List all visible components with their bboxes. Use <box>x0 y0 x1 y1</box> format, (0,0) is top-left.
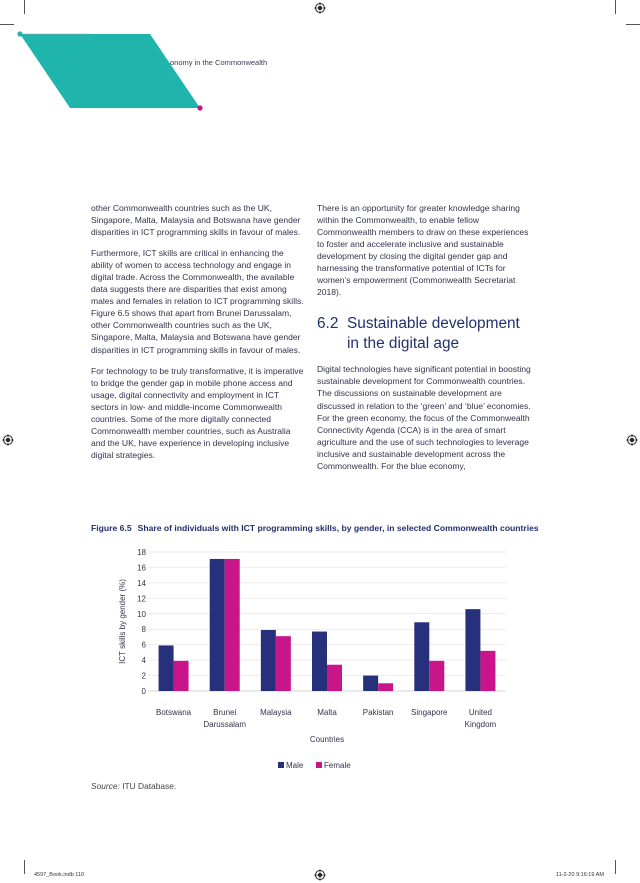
y-tick-label: 6 <box>141 640 146 650</box>
body-paragraph: For technology to be truly transformative, it is imperative to bridge the gender gap in mobile phone access and usage, digital connectivity and employment in ICT sectors in low- and middle-income Commonwealth countries. Some of the more digitally connected Commonwealth member countries, such as Australia and the UK, have experience in developing inclusive digital strategies. <box>91 365 304 460</box>
x-tick-label: United <box>468 708 492 717</box>
bar-male <box>261 630 276 691</box>
bar-female <box>378 683 393 691</box>
figure-caption <box>91 523 539 533</box>
y-tick-label: 4 <box>141 656 146 666</box>
bar-male <box>159 645 174 691</box>
bar-male <box>414 622 429 691</box>
x-tick-label: Malta <box>317 708 337 717</box>
body-paragraph: There is an opportunity for greater knowledge sharing within the Commonwealth, to enable fellow Commonwealth members to draw on these experiences to foster and accelerate inclusive and sustainable development by closing the digital gender gap and harnessing the transformative potential of ICTs for women’s empowerment (Commonwealth Secretariat 2018). <box>317 203 529 298</box>
legend-label: Male <box>286 761 304 770</box>
legend-swatch <box>316 762 322 768</box>
y-axis-title: ICT skills by gender (%) <box>118 579 127 664</box>
figure-number: Figure 6.5 <box>91 523 132 533</box>
x-tick-label: Malaysia <box>260 708 292 717</box>
bar-female <box>276 636 291 691</box>
figure-source <box>91 781 176 791</box>
y-tick-label: 16 <box>137 563 146 573</box>
bar-chart <box>108 544 528 776</box>
y-tick-label: 12 <box>137 594 146 604</box>
bar-female <box>225 559 240 691</box>
header-decoration <box>0 0 640 130</box>
slug-right: 11-2-20 9:16:19 AM <box>556 872 604 878</box>
bar-male <box>210 559 225 691</box>
bar-female <box>327 665 342 691</box>
registration-mark-icon <box>2 434 14 446</box>
y-tick-label: 2 <box>141 671 146 681</box>
bar-male <box>312 632 327 691</box>
x-axis-title: Countries <box>309 735 345 744</box>
bar-male <box>363 676 378 691</box>
left-column <box>91 202 307 470</box>
section-title: Sustainable development in the digital age <box>347 315 520 353</box>
figure-title: Share of individuals with ICT programming skills, by gender, in selected Commonwealth countries <box>137 523 539 533</box>
crop-mark <box>24 860 25 874</box>
bar-female <box>429 661 444 691</box>
bar-male <box>465 609 480 691</box>
source-text: ITU Database. <box>119 781 177 791</box>
body-paragraph: Digital technologies have significant potential in boosting sustainable development for Commonwealth countries. The discussions on sustainable development are discussed in relation to the ‘green’ and ‘blue’ economies. For the green economy, the focus of the Commonwealth Connectivity Agenda (CCA) is in the area of smart agriculture and the use of such technologies to leverage inclusive and sustainable development across the Commonwealth. For the blue economy, <box>317 364 531 471</box>
x-tick-label: Singapore <box>411 708 448 717</box>
running-head: onomy in the Commonwealth <box>170 58 268 67</box>
registration-mark-icon <box>626 434 638 446</box>
legend-swatch <box>278 762 284 768</box>
x-tick-label: Brunei <box>213 708 237 717</box>
source-label: Source: <box>91 781 120 791</box>
y-tick-label: 8 <box>141 625 146 635</box>
y-tick-label: 0 <box>141 687 146 696</box>
x-tick-label: Darussalam <box>203 720 247 729</box>
y-tick-label: 14 <box>137 578 146 588</box>
y-tick-label: 18 <box>137 548 146 557</box>
body-paragraph: Furthermore, ICT skills are critical in enhancing the ability of women to access technology and engage in digital trade. Across the Commonwealth, the available data suggests there are disparities that exist among males and females in relation to ICT programming skills. Figure 6.5 shows that apart from Brunei Darussalam, other Commonwealth countries such as the UK, Singapore, Malta, Malaysia and Botswana have gender disparities in ICT programming skills in favour of males. <box>91 248 304 355</box>
bar-female <box>480 651 495 691</box>
slug-left: 4597_Book.indb 110 <box>34 872 85 878</box>
y-tick-label: 10 <box>137 609 146 619</box>
body-paragraph: other Commonwealth countries such as the UK, Singapore, Malta, Malaysia and Botswana have gender disparities in ICT programming skills in favour of males. <box>91 203 301 238</box>
section-number: 6.2 <box>317 315 339 333</box>
x-tick-label: Pakistan <box>362 708 394 717</box>
legend-label: Female <box>324 761 351 770</box>
x-tick-label: Botswana <box>156 708 192 717</box>
bar-female <box>174 661 189 691</box>
right-column <box>317 202 535 481</box>
crop-mark <box>615 860 616 874</box>
registration-mark-icon <box>314 869 326 881</box>
section-heading <box>317 314 535 354</box>
x-tick-label: Kingdom <box>464 720 497 729</box>
